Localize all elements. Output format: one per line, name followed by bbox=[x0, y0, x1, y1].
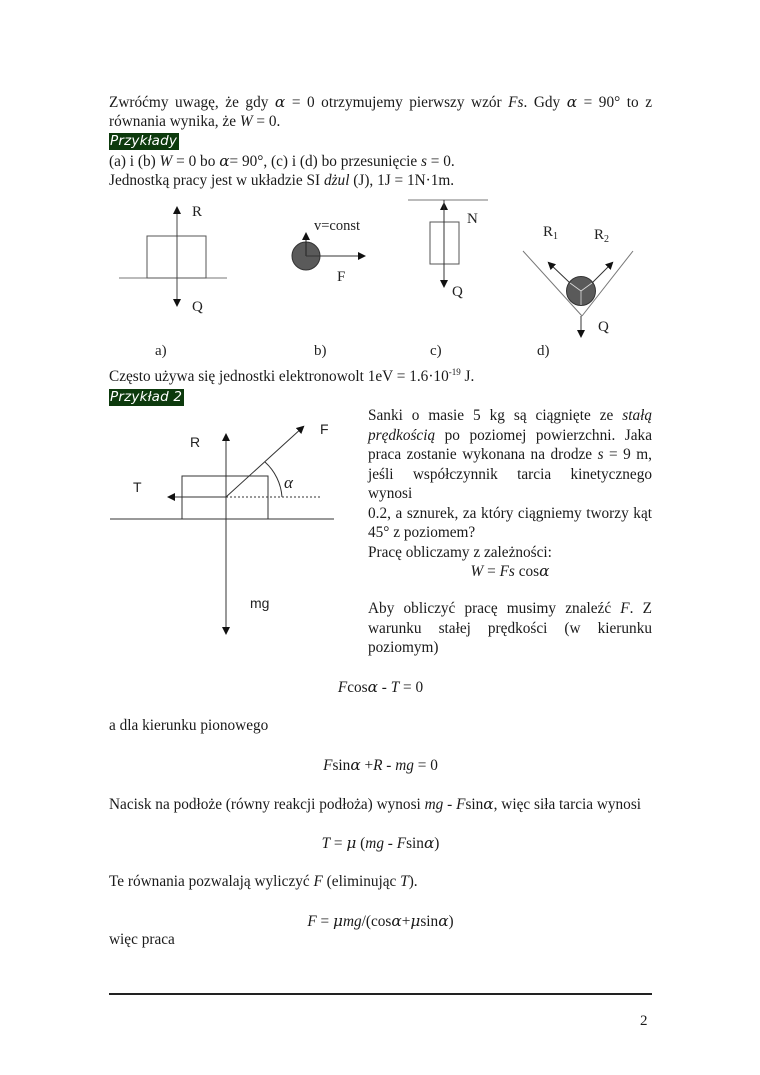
alpha-symbol: α bbox=[566, 93, 578, 111]
symbol-w: W bbox=[159, 153, 173, 170]
exponent: -19 bbox=[448, 367, 461, 377]
caption-d: d) bbox=[537, 343, 550, 359]
examples-text bbox=[109, 151, 455, 172]
label-f: F bbox=[337, 269, 346, 285]
example2-heading-label: Przykład 2 bbox=[110, 389, 183, 405]
text: = 0. bbox=[430, 153, 455, 170]
problem-statement bbox=[368, 406, 652, 562]
text: (J), 1J = 1N·1m. bbox=[353, 172, 455, 189]
label-t: T bbox=[133, 479, 142, 495]
alpha-symbol: α bbox=[219, 152, 230, 170]
equation-horizontal: Fcosα - T = 0 bbox=[337, 678, 424, 696]
diagram-a bbox=[119, 204, 227, 359]
text: = 0 bo bbox=[176, 153, 216, 170]
label-r: R bbox=[192, 204, 203, 220]
intro-line-1 bbox=[109, 92, 652, 113]
find-f-line-3: poziomym) bbox=[368, 639, 439, 656]
label-q: Q bbox=[598, 319, 609, 335]
text: = 90° to z bbox=[583, 94, 652, 111]
text: Zwróćmy uwagę, że gdy bbox=[109, 94, 269, 111]
examples-heading-label: Przykłady bbox=[110, 133, 178, 149]
page-number: 2 bbox=[640, 1013, 648, 1029]
so-work-text: więc praca bbox=[109, 931, 175, 948]
problem-line-1: Sanki o masie 5 kg są ciągnięte ze stałą bbox=[368, 407, 652, 424]
normal-force-text: Nacisk na podłoże (równy reakcji podłoża) wynosi mg - Fsinα, więc siła tarcia wynosi bbox=[109, 795, 642, 813]
figure-sled-diagram bbox=[100, 410, 350, 650]
text: (a) i (b) bbox=[109, 153, 156, 170]
label-f: F bbox=[320, 421, 329, 437]
ev-text bbox=[109, 367, 474, 387]
label-n: N bbox=[467, 211, 478, 227]
text: J. bbox=[460, 368, 475, 385]
equation-force: F = μmg/(cosα+μsinα) bbox=[307, 912, 454, 930]
unit-text bbox=[109, 171, 454, 191]
label-q: Q bbox=[452, 284, 463, 300]
find-f-line-2: warunku stałej prędkości (w kierunku bbox=[368, 619, 652, 637]
alpha-symbol: α bbox=[274, 93, 286, 111]
find-f-text bbox=[368, 599, 652, 658]
caption-b: b) bbox=[314, 343, 327, 359]
vertical-text: a dla kierunku pionowego bbox=[109, 717, 269, 734]
unit-joule-name: dżul bbox=[323, 172, 350, 189]
text: Często używa się jednostki elektronowolt 1eV = 1.6·10 bbox=[109, 368, 449, 385]
examples-heading bbox=[109, 131, 179, 151]
symbol-w: W bbox=[239, 113, 253, 130]
example2-heading bbox=[109, 387, 184, 407]
text: . Gdy bbox=[523, 94, 561, 111]
diagram-b bbox=[292, 218, 364, 359]
eliminate-text: Te równania pozwalają wyliczyć F (eliminując T). bbox=[109, 873, 418, 890]
label-alpha: α bbox=[284, 473, 293, 492]
label-v-const: v=const bbox=[314, 218, 361, 234]
equation-work: W = Fs cosα bbox=[470, 562, 550, 580]
text: = 0 otrzymujemy pierwszy wzór bbox=[291, 94, 502, 111]
problem-line-6: 45° z poziomem? bbox=[368, 524, 476, 541]
text: = 90°, (c) i (d) bo przesunięcie bbox=[229, 153, 418, 170]
formula-fs: Fs bbox=[508, 94, 524, 111]
equation-vertical: Fsinα +R - mg = 0 bbox=[323, 756, 438, 774]
diagram-d bbox=[523, 224, 633, 359]
caption-c: c) bbox=[430, 343, 442, 359]
figure-force-diagrams bbox=[0, 190, 760, 365]
diagram-c bbox=[408, 200, 488, 359]
label-mg: mg bbox=[250, 595, 270, 611]
text: = 0. bbox=[256, 113, 281, 130]
problem-line-2: prędkością po poziomej powierzchni. Jaka bbox=[368, 426, 652, 444]
label-q: Q bbox=[192, 299, 203, 315]
text: Jednostką pracy jest w układzie SI bbox=[109, 172, 321, 189]
find-f-line-1: Aby obliczyć pracę musimy znaleźć F. Z bbox=[368, 600, 652, 617]
problem-line-3: praca zostanie wykonana na drodze s = 9 m, bbox=[368, 446, 652, 463]
equation-friction: T = μ (mg - Fsinα) bbox=[321, 834, 440, 852]
caption-a: a) bbox=[155, 343, 167, 359]
text: równania wynika, że bbox=[109, 113, 236, 130]
intro-line-2 bbox=[109, 112, 280, 132]
problem-line-7: Pracę obliczamy z zależności: bbox=[368, 543, 552, 561]
problem-line-5: 0.2, a sznurek, za który ciągniemy tworzy kąt bbox=[368, 504, 652, 522]
symbol-s: s bbox=[420, 153, 427, 170]
problem-line-4: jeśli współczynnik tarcia kinetycznego wynosi bbox=[368, 465, 652, 502]
label-r: R bbox=[190, 434, 201, 450]
label-r2: $R_2$ bbox=[594, 227, 610, 245]
label-r1: $R_1$ bbox=[543, 224, 559, 242]
footer-divider bbox=[109, 993, 652, 995]
